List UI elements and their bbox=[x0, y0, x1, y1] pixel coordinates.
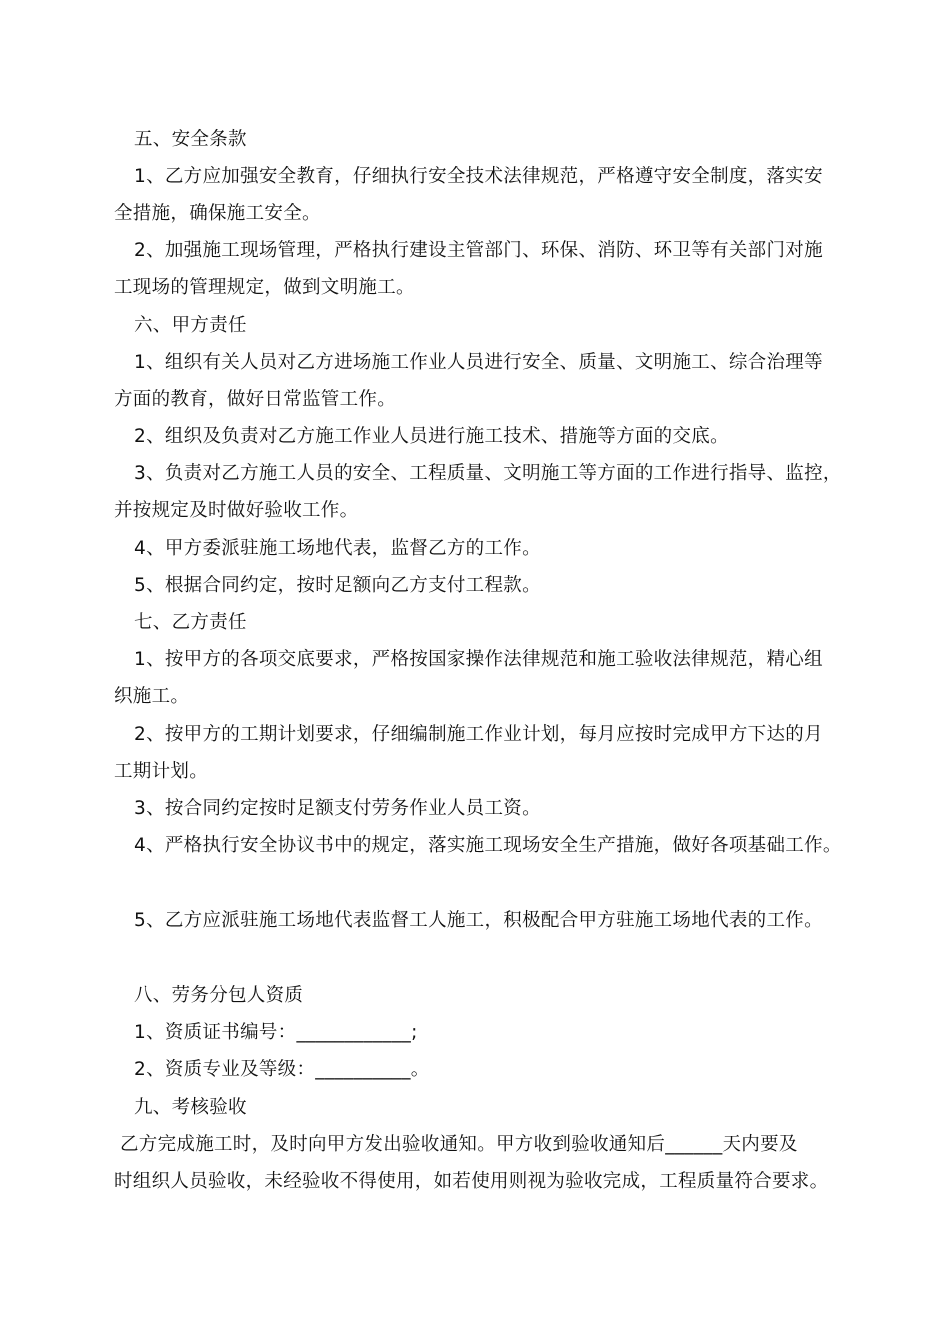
section-heading-party-b: 七、乙方责任 bbox=[134, 612, 247, 633]
paragraph-line: 并按规定及时做好验收工作。 bbox=[114, 500, 359, 521]
paragraph-line: 2、组织及负责对乙方施工作业人员进行施工技术、措施等方面的交底。 bbox=[134, 426, 729, 447]
paragraph-line: 5、根据合同约定，按时足额向乙方支付工程款。 bbox=[134, 575, 541, 596]
section-heading-acceptance: 九、考核验收 bbox=[134, 1097, 247, 1118]
paragraph-line: 全措施，确保施工安全。 bbox=[114, 203, 321, 224]
paragraph-line: 工现场的管理规定，做到文明施工。 bbox=[114, 277, 415, 298]
paragraph-line: 1、乙方应加强安全教育，仔细执行安全技术法律规范，严格遵守安全制度，落实安 bbox=[134, 166, 823, 187]
paragraph-line: 工期计划。 bbox=[114, 761, 209, 782]
paragraph-line: 方面的教育，做好日常监管工作。 bbox=[114, 389, 397, 410]
paragraph-line: 4、甲方委派驻施工场地代表，监督乙方的工作。 bbox=[134, 538, 541, 559]
paragraph-line: 3、按合同约定按时足额支付劳务作业人员工资。 bbox=[134, 798, 541, 819]
paragraph-line: 2、加强施工现场管理，严格执行建设主管部门、环保、消防、环卫等有关部门对施 bbox=[134, 240, 823, 261]
paragraph-line: 1、组织有关人员对乙方进场施工作业人员进行安全、质量、文明施工、综合治理等 bbox=[134, 352, 823, 373]
paragraph-line: 织施工。 bbox=[114, 686, 190, 707]
paragraph-line: 2、按甲方的工期计划要求，仔细编制施工作业计划，每月应按时完成甲方下达的月 bbox=[134, 724, 823, 745]
section-heading-qualification: 八、劳务分包人资质 bbox=[134, 985, 304, 1006]
paragraph-line: 3、负责对乙方施工人员的安全、工程质量、文明施工等方面的工作进行指导、监控， bbox=[134, 463, 842, 484]
paragraph-line: 1、资质证书编号：____________; bbox=[134, 1022, 418, 1043]
paragraph-line: 1、按甲方的各项交底要求，严格按国家操作法律规范和施工验收法律规范，精心组 bbox=[134, 649, 823, 670]
paragraph-line: 乙方完成施工时，及时向甲方发出验收通知。甲方收到验收通知后______天内要及 bbox=[120, 1134, 798, 1155]
paragraph-line: 时组织人员验收，未经验收不得使用，如若使用则视为验收完成，工程质量符合要求。 bbox=[114, 1171, 829, 1192]
paragraph-line: 4、严格执行安全协议书中的规定，落实施工现场安全生产措施，做好各项基础工作。 bbox=[134, 835, 842, 856]
paragraph-line: 2、资质专业及等级：__________。 bbox=[134, 1059, 430, 1080]
paragraph-line: 5、乙方应派驻施工场地代表监督工人施工，积极配合甲方驻施工场地代表的工作。 bbox=[134, 910, 823, 931]
section-heading-party-a: 六、甲方责任 bbox=[134, 315, 247, 336]
section-heading-safety: 五、安全条款 bbox=[134, 129, 247, 150]
